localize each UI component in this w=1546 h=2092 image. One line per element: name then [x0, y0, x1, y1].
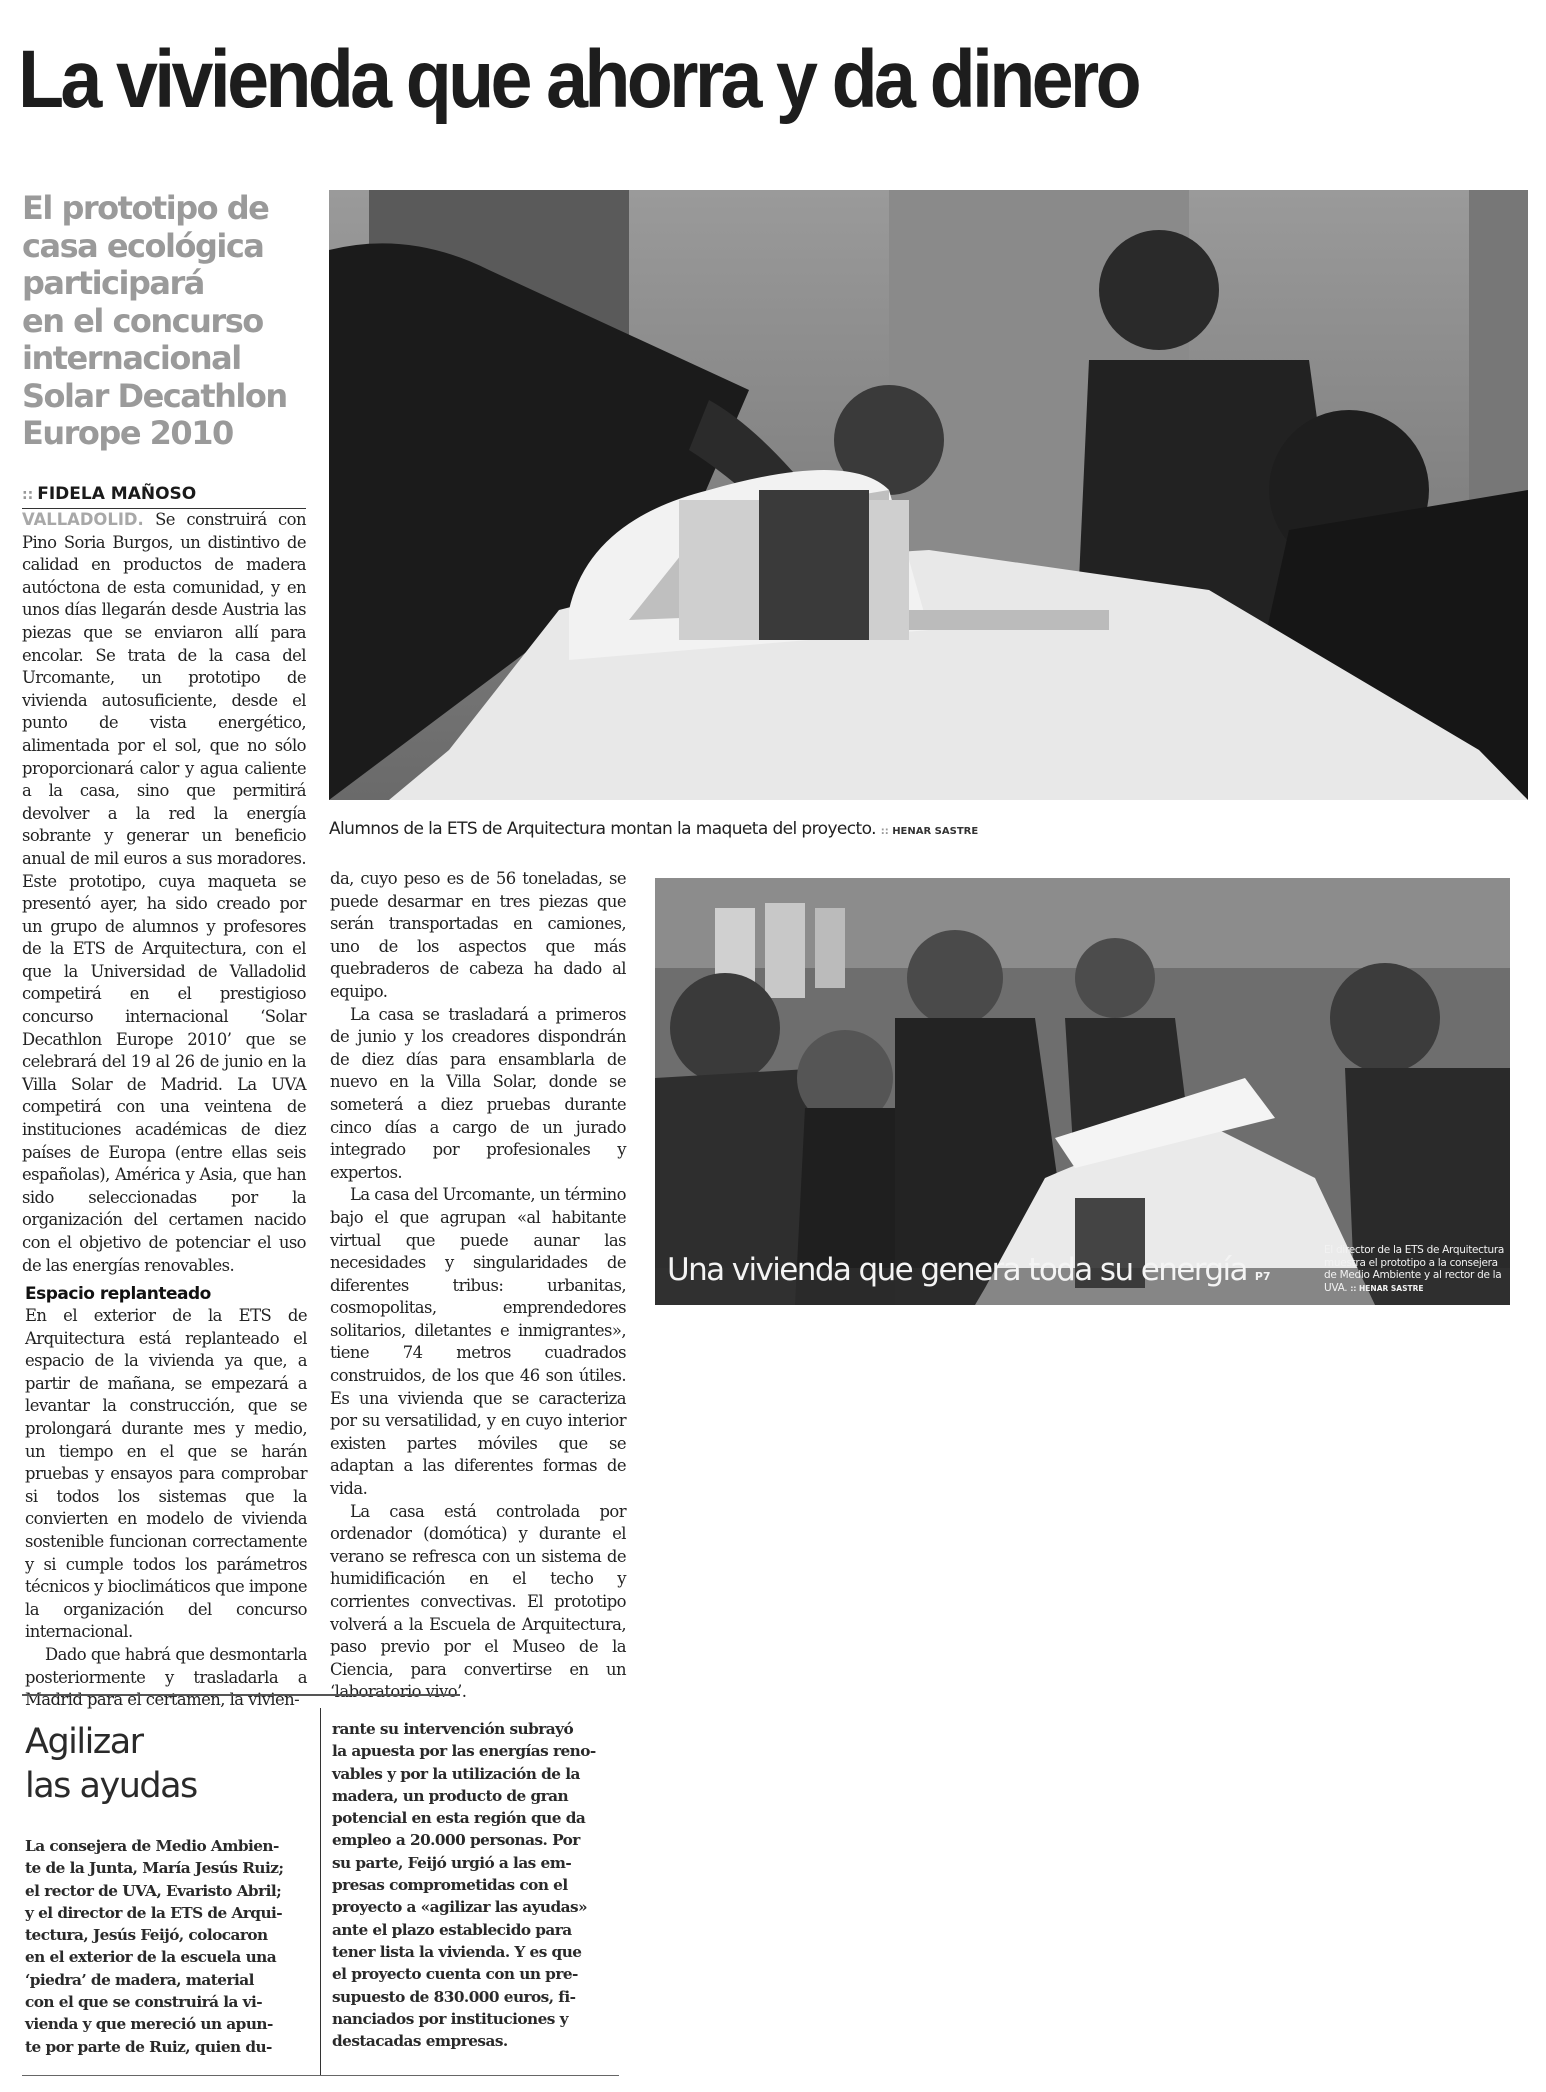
box-text-line: el rector de UVA, Evaristo Abril; — [25, 1881, 282, 1900]
photo-top-caption-text: Alumnos de la ETS de Arquitectura montan la maqueta del proyecto. — [329, 819, 876, 839]
subheadline-line: Solar Decathlon — [22, 376, 287, 415]
box-title-line: Agilizar — [25, 1722, 143, 1762]
photo-top-caption — [329, 818, 1049, 843]
subheadline-line: Europe 2010 — [22, 414, 233, 452]
headline: La vivienda que ahorra y da dinero — [18, 34, 1139, 125]
box-text-line: la apuesta por las energías reno- — [332, 1742, 596, 1761]
box-bottom-rule — [22, 2075, 619, 2076]
photo-overlay-title-text: Una vivienda que genera toda su energía — [667, 1252, 1247, 1288]
box-title — [25, 1720, 305, 1808]
box-text-line: te de la Junta, María Jesús Ruiz; — [25, 1859, 284, 1878]
box-text-line: rante su intervención subrayó — [332, 1720, 574, 1738]
box-title-line: las ayudas — [25, 1766, 197, 1806]
subheadline-line: casa ecológica — [22, 226, 264, 265]
box-text-line: nanciados por instituciones y — [332, 2009, 568, 2028]
box-text-line: ‘piedra’ de madera, material — [25, 1970, 254, 1989]
article-paragraph: La casa se trasladará a primeros de junio y los creadores dispondrán de diez días para ensamblarla de nuevo en la Villa Solar, donde se someterá a diez pruebas durante cinco días a cargo de un jurado integrado por profesionales y expertos. — [330, 1004, 626, 1182]
byline-marker: :: — [22, 487, 34, 503]
box-text-line: ante el plazo establecido para — [332, 1920, 572, 1939]
credit-marker: :: — [1350, 1283, 1357, 1293]
article-paragraph: En el exterior de la ETS de Arquitectura está replanteado el espacio de la vivienda ya que, a partir de mañana, se empezará a levantar la construcción, que se prolongará durante mes y medio, un tiempo en el que se harán pruebas y ensayos para comprobar si todos los sistemas que la convierten en modelo de vivienda sostenible funcionan correctamente y si cumple todos los parámetros técnicos y bioclimáticos que impone la organización del concurso internacional. — [25, 1306, 307, 1642]
box-text-line: te por parte de Ruiz, quien du- — [25, 2037, 272, 2056]
box-text-line: y el director de la ETS de Arqui- — [25, 1903, 283, 1922]
credit-name: HENAR SASTRE — [892, 826, 979, 837]
article-paragraph: Se construirá con Pino Soria Burgos, un distintivo de calidad en productos de madera autóctona de esta comunidad, y en unos días llegarán desde Austria las piezas que se enviaron allí para encolar. Se trata de la casa del Urcomante, un prototipo de vivienda autosuficiente, desde el punto de vista energético, alimentada por el sol, que no sólo proporcionará calor y agua caliente a la casa, sino que permitirá devolver a la red la energía sobrante y generar un beneficio anual de mil euros a sus moradores. Este prototipo, cuya maqueta se presentó ayer, ha sido creado por un grupo de alumnos y profesores de la ETS de Arquitectura, con el que la Universidad de Valladolid competirá en el prestigioso concurso internacional ‘Solar Decathlon Europe 2010’ que se celebrará del 19 al 26 de junio en la Villa Solar de Madrid. La UVA competirá con una veintena de instituciones académicas de diez países de Europa (entre ellas seis españolas), América y Asia, que han sido seleccionadas por la organización del certamen nacido con el objetivo de potenciar el uso de las energías renovables. — [22, 510, 306, 1275]
box-column-divider — [320, 1708, 321, 2076]
article-column-1-continued — [25, 1283, 307, 1712]
photo-students-model — [329, 190, 1528, 800]
byline — [22, 483, 306, 509]
section-heading: Espacio replanteado — [25, 1284, 211, 1304]
box-text-line: destacadas empresas. — [332, 2032, 508, 2051]
photo-overlay-title — [667, 1252, 1271, 1295]
photo-top-credit — [881, 826, 978, 837]
photo-director-prototype — [655, 878, 1510, 1305]
photo-students-model-image — [329, 190, 1528, 800]
photo-bottom-caption-text: El director de la ETS de Arquitectura muestra el prototipo a la consejera de Medio Ambiente y al rector de la UVA. — [1324, 1244, 1504, 1294]
credit-name: HENAR SASTRE — [1359, 1283, 1424, 1293]
box-text-line: presas comprometidas con el — [332, 1876, 568, 1895]
box-column-1 — [25, 1835, 313, 2058]
box-column-2 — [332, 1718, 624, 2052]
box-text-line: tectura, Jesús Feijó, colocaron — [25, 1926, 268, 1945]
box-text-line: el proyecto cuenta con un pre- — [332, 1965, 578, 1984]
box-text-line: empleo a 20.000 personas. Por — [332, 1831, 580, 1850]
box-text-line: tener lista la vivienda. Y es que — [332, 1942, 582, 1961]
article-column-2 — [330, 868, 626, 1704]
box-text-line: con el que se construirá la vi- — [25, 1993, 263, 2012]
credit-marker: :: — [880, 826, 889, 837]
box-text-line: potencial en esta región que da — [332, 1809, 586, 1828]
box-text-line: su parte, Feijó urgió a las em- — [332, 1853, 572, 1872]
page-reference[interactable]: P7 — [1254, 1270, 1271, 1283]
dateline: VALLADOLID. — [22, 510, 144, 529]
box-text-line: en el exterior de la escuela una — [25, 1948, 277, 1967]
box-text-line: vables y por la utilización de la — [332, 1764, 580, 1783]
photo-bottom-credit — [1350, 1284, 1423, 1293]
article-paragraph: La casa del Urcomante, un término bajo el que agrupan «al habitante virtual que puede aunar las necesidades y singularidades de diferentes tribus: urbanitas, cosmopolitas, emprendedores solitarios, diletantes e inmigrantes», tiene 74 metros cuadrados construidos, de los que 46 son útiles. Es una vivienda que se caracteriza por su versatilidad, y en cuyo interior existen partes móviles que se adaptan a las diferentes formas de vida. — [330, 1185, 626, 1499]
photo-director-prototype-image — [655, 878, 1510, 1305]
subheadline-line: participará — [22, 264, 204, 302]
article-paragraph: Dado que habrá que desmontarla posteriormente y trasladarla a Madrid para el certamen, la vivien- — [25, 1644, 307, 1710]
subheadline-line: en el concurso — [22, 301, 263, 340]
article-paragraph: da, cuyo peso es de 56 toneladas, se puede desarmar en tres piezas que serán transportadas en camiones, uno de los aspectos que más quebraderos de cabeza ha dado al equipo. — [330, 869, 626, 1001]
subheadline-line: El prototipo de — [22, 189, 269, 227]
subheadline-line: internacional — [22, 339, 241, 377]
article-paragraph: La casa está controlada por ordenador (domótica) y durante el verano se refresca con un sistema de humidificación en el techo y corrientes convectivas. El prototipo volverá a la Escuela de Arquitectura, paso previo por el Museo de la Ciencia, para convertirse en un ‘laboratorio vivo’. — [330, 1501, 626, 1702]
box-text-line: madera, un producto de gran — [332, 1786, 569, 1805]
box-text-line: proyecto a «agilizar las ayudas» — [332, 1898, 588, 1917]
author-name: FIDELA MAÑOSO — [37, 484, 197, 504]
subheadline — [22, 190, 312, 453]
box-text-line: vienda y que mereció un apun- — [25, 2015, 273, 2034]
box-text-line: La consejera de Medio Ambien- — [25, 1837, 279, 1855]
box-top-rule — [22, 1694, 460, 1696]
article-column-1 — [22, 509, 306, 1277]
photo-bottom-caption — [1324, 1244, 1504, 1295]
box-text-line: supuesto de 830.000 euros, fi- — [332, 1987, 576, 2006]
